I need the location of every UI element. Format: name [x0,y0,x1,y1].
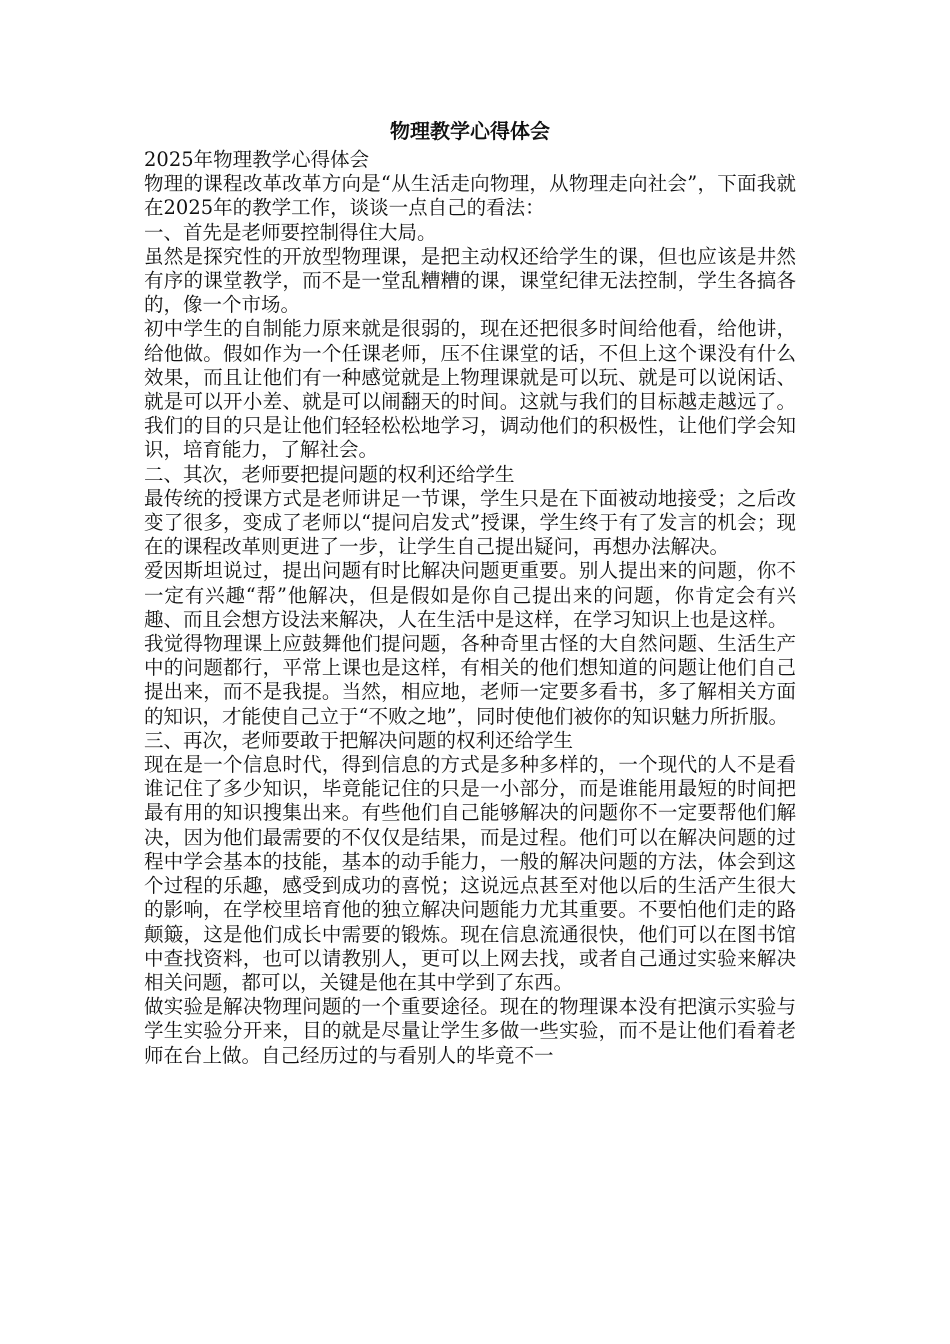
paragraph-intro: 物理的课程改革改革方向是“从生活走向物理，从物理走向社会”，下面我就在2025年的教学工作，谈谈一点自己的看法： [144,172,796,220]
paragraph: 最传统的授课方式是老师讲足一节课，学生只是在下面被动地接受；之后改变了很多，变成了老师以“提问启发式”授课，学生终于有了发言的机会；现在的课程改革则更进了一步，让学生自己提出疑问，再想办法解决。 [144,486,796,559]
document-page [144,118,796,1068]
paragraph: 爱因斯坦说过，提出问题有时比解决问题更重要。别人提出来的问题，你不一定有兴趣“帮”他解决，但是假如是你自己提出来的问题，你肯定会有兴趣、而且会想方设法来解决，人在生活中是这样，在学习知识上也是这样。 [144,559,796,631]
section-heading-2: 二、其次，老师要把提问题的权利还给学生 [144,462,515,486]
paragraph: 虽然是探究性的开放型物理课，是把主动权还给学生的课，但也应该是井然有序的课堂教学，而不是一堂乱糟糟的课，课堂纪律无法控制，学生各搞各的，像一个市场。 [144,244,796,317]
paragraph: 现在是一个信息时代，得到信息的方式是多种多样的，一个现代的人不是看谁记住了多少知识，毕竟能记住的只是一小部分，而是谁能用最短的时间把最有用的知识搜集出来。有些他们自己能够解决的问题你不一定要帮他们解决，因为他们最需要的不仅仅是结果，而是过程。他们可以在解决问题的过程中学会基本的技能，基本的动手能力，一般的解决问题的方法，体会到这个过程的乐趣，感受到成功的喜悦；这说远点甚至对他以后的生活产生很大的影响，在学校里培育他的独立解决问题能力尤其重要。不要怕他们走的路颠簸，这是他们成长中需要的锻炼。现在信息流通很快，他们可以在图书馆中查找资料，也可以请教别人，更可以上网去找，或者自己通过实验来解决相关问题，都可以，关键是他在其中学到了东西。 [144,753,796,994]
paragraph: 我觉得物理课上应鼓舞他们提问题，各种奇里古怪的大自然问题、生活生产中的问题都行，平常上课也是这样，有相关的他们想知道的问题让他们自己提出来，而不是我提。当然，相应地，老师一定要多看书，多了解相关方面的知识，才能使自己立于“不败之地”，同时使他们被你的知识魅力所折服。 [144,632,796,728]
paragraph: 初中学生的自制能力原来就是很弱的，现在还把很多时间给他看，给他讲，给他做。假如作为一个任课老师，压不住课堂的话，不但上这个课没有什么效果，而且让他们有一种感觉就是上物理课就是可以玩、就是可以说闲话、就是可以开小差、就是可以闹翻天的时间。这就与我们的目标越走越远了。我们的目的只是让他们轻轻松松地学习，调动他们的积极性，让他们学会知识，培育能力，了解社会。 [144,317,796,462]
paragraph: 做实验是解决物理问题的一个重要途径。现在的物理课本没有把演示实验与学生实验分开来，目的就是尽量让学生多做一些实验，而不是让他们看着老师在台上做。自己经历过的与看别人的毕竟不一 [144,995,796,1067]
paragraph-subtitle: 2025年物理教学心得体会 [144,148,370,171]
section-heading-3: 三、再次，老师要敢于把解决问题的权利还给学生 [144,728,574,752]
section-heading-1: 一、首先是老师要控制得住大局。 [144,220,437,244]
document-title: 物理教学心得体会 [390,119,550,143]
